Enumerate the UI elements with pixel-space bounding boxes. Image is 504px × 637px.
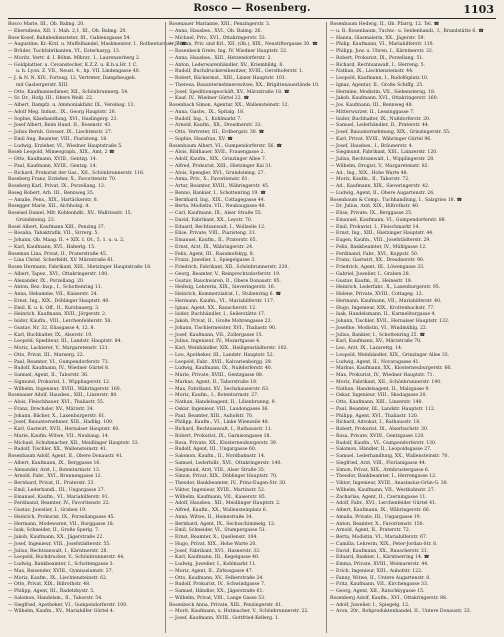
directory-entry: — Aron, 20r., Rohproduktenhandel, II., Untere Donaustr. 33. [330,609,472,615]
directory-entry: — Ludwig, Juwelier, I., Kohlmarkt 11. [169,562,257,567]
directory-entry: Roseberg Karl, Privat, IX., Porzellang. 12. [8,184,106,189]
directory-entry: — Marie, Kaufm.-Witwe, VII., Neubaug. 14. [8,433,110,439]
directory-entry: — Anton, Bez.-Insp., I., Schottenring 11. [8,285,103,291]
directory-entry: — Ebersdiens, XII. 1. Mah. 2,1, III., Ob. Balmg. 20. [8,28,127,34]
directory-entry: — Ludwig, Kaufmann, IX., Nußdorferstr. 40. [169,366,273,372]
directory-entry: — Hanna, Glasmalerin, XX., Jägerstr. 59. [330,35,425,41]
directory-entry: — Paul, Beamter, XIII., Auhofstr. 70. [169,413,254,419]
directory-entry: — Moriz, Fabrikant, XII., Schönbrunnerstr. 190. [330,379,442,385]
directory-entry: — Isak, Schneider, II., Große Sperlg. 7. [8,528,100,534]
directory-entry: — Sigmund, Prokurist, I., Wipplingerstr. 12. [8,379,111,385]
directory-entry: — Markus, Agent, II., Taborstraße 18. [169,379,258,385]
directory-entry: — Leopold, Fabr., XVII., Kalvarienbergg. 29. [169,359,273,365]
directory-entry: — Philip, Kaufmann, VI., Mariahilferstr. 119. [330,42,435,48]
directory-entry: — Karl, Kaufmann, XVI., Haberlg. 15. [8,244,96,250]
directory-entry: — Ferdinand, Fabr., XVI., Koppstr. 50. [330,251,419,257]
directory-entry: — Artur, Beamter, XVIII., Währingerstr. 45. [169,184,270,189]
directory-entry: Rosenauer Marianne, XIII., Penzingerstr. 3. [169,22,271,27]
directory-entry: — Ferdinand, Beamter, IV., Favoritenstr. 22. [8,501,111,507]
directory-entry: — Ludwig, Erzieher, VI., Wiedner Hauptstraße 5. [8,143,123,149]
directory-entry: — Emil, Lederhandl., III., Ungargasse 27. [8,487,106,493]
directory-entry: — Julius, Ingenieur, IV., Mozartgasse 4. [169,339,261,345]
directory-entry: — Isak, Handelsmann, II., Karmelitergasse 4. [330,312,436,318]
directory-entry: — Wilhelm, Kaufmann, VII., Kaiserstr. 85. [169,494,267,500]
directory-entry: — Kauf. IV., Wiedner Gürtel 22. ☎ [169,96,250,102]
directory-entry: — Albert, Kaufmann, IX., Währingerstr. 66. [330,508,431,513]
directory-entry: — Philipp, Juw. u. Uhren, I., Kärntnerstr. 32. [330,49,434,54]
directory-entry: — Karl, Kaufmann, XV., Märzstraße 70. [330,339,422,345]
directory-entry: — Albert, Kaufmann, IX., Berggasse 16. [8,460,101,466]
column-3 [330,22,496,633]
directory-entry: — Leopold, Spediteur, III., Landstr. Hauptstr. 84. [8,339,122,345]
directory-entry: — Josef, Fabrikant, XVI., Hasnerstr. 33. [169,548,261,554]
directory-entry: — Morit, Kaufmann, u. Hutmacher, V., Schönbrunnerstr. 22. [169,609,309,615]
directory-entry: — Sophie, Hausfrau, XV. ☎ [169,136,233,142]
directory-entry: — Siegfried, Apotheker, VI., Gumpendorferstr. 100. [8,602,128,608]
directory-entry: — Siegfried, Arzt, VIII., Florianigasse 44. [330,460,427,466]
directory-entry: — Adolf, Kaufm., XIX., Grinzinger Allee 7. [169,157,267,162]
directory-entry: — Sr. Dr., Hofg. III., Obere Weiß. 22. [8,96,94,102]
directory-entry: — David, Fabrikant, XX., Leystr. 70. [169,217,253,223]
directory-entry: — Leo, Apotheker, III., Landstr. Hauptstr. 52. [169,352,275,358]
directory-entry: — Otto, Kaufmann, XV., Felberstraße 24. [169,575,264,581]
directory-entry: — Alois, Fleischhauer, XVI., Thaliastr. 55. [8,400,105,405]
directory-entry: — Ad., Kaufmann, XIX., Sieveringerstr. 42. [330,184,430,189]
directory-entry: — Emil, K. u. k. Off., II., Kurzbauerg. 3. [8,305,100,311]
directory-entry: — Josef Albert, Beim Hand. II., Rosenstr. 43. [8,123,112,129]
directory-entry: — Richard, Prokurist der Gas., XII., Schönbrunnerstr. 116. [8,170,145,176]
directory-entry: — Otto, Kaufmann, XVIII., Gentzg. 14. [8,157,98,162]
directory-entry: — Alois, Bildhauer, XVII., Frauengasse 2. [169,150,265,156]
directory-entry: — Moriz, Lackierer, V., Margaretenstr. 121. [8,346,110,351]
directory-entry: — Johann, Tischlermeister, XVI., Thaliastr. 90. [169,325,277,331]
directory-entry: — Otto, Privat, XIX., Billrothstr. 48. [8,582,91,588]
directory-entry: — Philipp, Agent, III., Radetzkystr. 5. [8,589,95,594]
directory-entry: — Jakob, Privat, II., Große Mohrengasse 23. [169,319,272,324]
directory-entry: — Anna, Hebamme, VII., Kaiserstr. 24. [8,292,99,297]
directory-entry: — Leopold, Buchdrucker, V., Schönbrunnerstr. 44. [8,555,125,561]
directory-entry: — Moriz, Agent, II., Zirkusgasse 47. [169,568,254,574]
directory-entry: — Samuel, Lederhandlung, XX., Wallensteinstr. 70. [330,454,449,459]
directory-entry: — Georg, Agent, XII., Ratschkygasse 15. [330,589,425,594]
directory-entry: — Philipp, Agent, XVI., Thaliastr. 120. [330,413,419,419]
directory-entry: — Ignaz, Agentur, II., Große Schiffg. 25. [330,82,424,88]
directory-entry: — Markus, Kaufmann, XX., Klosterneuburgerstr. 60. [330,366,452,372]
directory-entry: — Marie, Private, XVIII., Gentzgasse 88. [169,373,264,378]
directory-entry: — Leopold, Weinhändler, XIX., Grinzinger Allee 33. [330,352,450,358]
directory-entry: — Hedwig, Lehrerin, XIX., Sieveringerstr. 16. [169,285,276,291]
directory-entry: — Amalie, Pens., XIX., Hartäckerstr. 8. [8,197,99,203]
directory-entry: — Erich, Ingenieur, XIII., Auhofstr. 122. [330,568,423,574]
page-header [8,3,496,17]
directory-entry: — Hermann, Kaufmann, VII., Mariahilferstr. 40. [330,298,442,304]
directory-entry: — Carl, Kaufmann, IX., Alser Straße 55. [169,211,263,216]
directory-entry: — Rudolf, Prokurist, IV., Schwindgasse 7. [169,582,266,588]
directory-entry: — Josef, Speditionsgeschäft, XV., Märzstraße 18. ☎ [169,89,290,95]
directory-entry: — Isidor, Kaufm., VIII., Lerchenfelderstr. 58. [8,319,112,324]
column-1 [8,22,187,633]
directory-entry: — Emil, Prokurist, I., Fleischmarkt 14. [330,224,420,230]
running-title: Rosco — Rosenberg. [193,3,311,14]
directory-entry: — Ludwig, Agent, II., Novaragasse 41. [330,359,420,365]
directory-entry: — Alexander, IX., Porzellang. 20. [8,278,85,284]
directory-entry: — Augustine, Kr.-Krzl. u. Muffelhandel, Maskmeister, I., Rothenturmstr. 7 ☎ [8,42,187,48]
directory-entry: — Leo, Arzt, IX., Lazarettg. 14. [330,346,403,351]
directory-entry: — Zacharias, Agent, II., Czerningasse 11. [330,494,427,500]
directory-entry: — Wilhelm, Kaufmann, VII., Westbahnstr. 27. [330,487,436,493]
directory-entry: — Franz, Gastwirt, XX., Dresdnerstr. 90. [330,258,425,264]
directory-entry: — Julius, Bankier, I., Schottenring 25. ☎ [330,332,426,338]
directory-entry: — Albert, Tapez., XVI., Ottakringerstr. 100. [8,271,109,277]
directory-entry: — Anna, Hausbes., XIII., Hetzendorferstr. 2. [169,55,272,61]
directory-entry: — Max, Prokurist, IV., Wiedner Hauptstr. 71. [330,373,435,378]
directory-entry: — Johann, Priv. und Krl., XII. (Ob.), XIX., Neustiftergasse 30. ☎ [169,42,318,48]
directory-entry: — Ernst, Arzt, IX., Währingerstr. 24. [169,244,254,250]
directory-entry: — Emil, Schneider, VI., Stumpergasse 51. [169,528,267,534]
directory-entry: — Adolf, Juwelier, I., Spiegelg. 12. [330,602,410,608]
directory-entry: — Berta, Modistin, VII., Neubaugasse 40. [169,204,266,210]
directory-entry: — Friedrich, Fabrikant, XII., Schönbrunnerstr. 220. [169,265,289,270]
directory-entry: — Theodor, Bankbeamter, I., Herrengasse 12. [330,474,437,480]
directory-entry: — Moritz, Vertr. d. I. Böhm. Mlbrzr., I., Laurenzerberg 2. [8,55,141,61]
directory-entry: — Fritz, Kaufmann, VII., Kirchengasse 33. [330,582,429,588]
directory-entry: — David, Kaufmann, XX., Rauscherstr. 21. [330,548,429,554]
directory-entry: — Brüder, Tuchfabrikanten, VI., Esterhazyg. 13. [8,49,121,54]
directory-entry: — Rosa, Private, XVIII., Gentzgasse 120. [330,433,425,439]
directory-entry: mit Gasbergerstr. XIII. [16,82,69,88]
directory-entry: — Max, Fabrikant, XV., Sechshauserstr. 63. [169,386,270,392]
directory-entry: — Eduard, Rechtsanwalt, I., Wollzeile 12. [169,224,266,230]
directory-entry: — Michael, Priv., XVI., Ottakringerstr. 53. [169,35,267,41]
directory-entry: Rosenauer Adolf, Hausbes., XIII., Linzerstr. 80. [8,393,118,399]
directory-entry: — Richard, Rechtsanwalt, I., Herreng. 5. [330,62,426,68]
directory-entry: — Hugo, Ingenieur, XIX., Krottenbachstr. 77. [330,305,435,311]
directory-entry: — Max, Reisender, XVIII., Gymnasiumstr. 37. [8,568,113,574]
directory-entry: — Robert, Prokurist, IX., Garnisongasse 18. [169,433,271,439]
directory-entry: — Alfred, Kaufm., XX., Wallensteinplatz 6. [169,508,268,513]
directory-entry: — Rosenbeck Grete, Ing. IV. Wiedner Hauptstr. 32. [169,49,288,54]
directory-entry: — Simon, Privat, XIX., Döblinger Hauptstr. 70. [169,474,278,480]
directory-entry: — Adolf, Fabr., XVI., Lerchenfelder Gürtel 41. [330,501,437,507]
directory-entry: — Josef, Bauunternehmung, XIX., Grinzingerstr. 55. [330,130,451,135]
directory-entry: — Julius Bernh. Grosser, IX., Liechtenstr. 27. [8,130,113,135]
directory-entry: — Berta, Modistin, VI., Mariahilferstr. 67. [330,535,428,540]
directory-entry: — Siegmund, Fabrikant, XIII., Lainzerstr. 120. [330,150,438,156]
directory-entry: — Benno, Bankier, I., Schottenring 19. ☎ [169,190,266,196]
directory-entry: Rosenbach Simon, Agentur, XX., Wallensteinstr. 12. [169,103,289,108]
directory-entry: — Mitterwurzer, II., Lessinggasse 7. [330,109,415,115]
directory-entry: — Samuel, Lederhdlr., XVI., Ottakringerstr. 140. [169,460,282,466]
directory-entry: — Rosalia, Tabaktrafik, VII., Sirrerg. 5. [8,231,99,237]
directory-entry: — Ad., Ing., XIX., Hohe Warte 48. [330,170,409,176]
directory-entry: — Rudolf, Ing., I., Kohlmarkt 7. [169,116,242,122]
directory-entry: Roseman Lina, Privat, II., Praterstraße 45. [8,251,108,257]
directory-entry: — Robert, Prokurist, IX., Alserbachstr. 30. [330,427,429,432]
directory-entry: — Heinrich, Lederfabr., X., Laxenburgerstr. 95. [330,285,441,291]
directory-entry: — Otto, Kaufmannsdiener, XII., Schönbrunnerg. 54. [8,89,129,95]
directory-entry: — Paul, Beamter, III., Landstr. Hauptstr. 112. [330,406,436,412]
directory-entry: — J. & N. N. XIV., Fortesg. 12, Vertreter, Dampfzeugeb. [8,76,137,81]
directory-entry: — Samuel, Agent, II., Taborstr. 36. [8,373,89,378]
directory-entry: — u. R. Rosenbaum, Tuchw.- u. Seidenhandl., I., Brandstätte 6. ☎ [330,28,484,34]
directory-entry: — Albert, Dampfz. u. Ammoniakfabr. IX., Vereinsg. 13. [8,103,135,108]
directory-entry: — Anton, Lederwarenhändler, XV., Kriemhildg. 8. [169,62,284,68]
directory-entry: — Robert, Bäckermst., XIII., Linzer Hauptstr. 101. [169,76,287,81]
directory-entry: — Jakob, Kaufmann, XX., Jägerstraße 22. [8,535,104,540]
directory-entry: Rosenbaum Albert, VI., Gumpendorferstr. 56. ☎ [169,143,283,149]
directory-entry: — Alois, Spengler, XVI., Grundsteing. 27. [169,170,265,176]
directory-entry: — Viktor, Ingenieur, XVIII., Martinstr. 52. [169,487,266,493]
directory-entry: Roseisel Daniel, Mfr. Kohlenhdlr., XV., Wallrissstr. 15. [8,211,133,216]
directory-entry: — Paul, Kaufmann, XVIII., Gentzg. 14. [8,163,97,169]
directory-entry: — Simon, Privat, XIX., Armbrustergasse 6. [330,467,430,473]
directory-entry: Rosenbeck Anna, Private, XIII., Penzingerstr. 61. [169,602,283,608]
directory-entry: — Samuel, Lederhändler, II., Praterstr. 44. [330,123,430,129]
directory-entry: — Josef, Hausbes., I., Bräunerstr. 4. [330,143,414,149]
directory-entry: — Gabriel, Juwelier, I., Graben 28. [330,271,411,277]
directory-entry: — Elise, Private, VIII., Piaristeng. 31. [169,231,257,237]
directory-entry: — Hugo, Privat, XIX., Hohe Warte 20. [169,541,257,547]
directory-entry: — Wilhelm, Kaufm., XV., Mariahilfer Gürtel 4. [8,609,115,615]
directory-entry: — Moriz, Kaufm., I., Rotenturmstr. 27. [169,393,259,399]
directory-entry: Rosenbaum Adolf, Agent, II., Obere Donaustr. 41. [8,454,124,459]
directory-entry: — Salomon, Handelsm., II., Taborstr. 54. [8,595,103,601]
directory-entry: — Arnold, Agent, II., Praterstr. 72. [330,528,411,534]
directory-entry: — Josef, Bauunternehmer, XIII., Hadikg. 100. [8,420,114,426]
directory-entry: — Emanuel, Kaufmann, VI., Gumpendorferstr. 88. [330,217,447,223]
directory-entry: — Lina Christ. Scherfeldt, XV. Märzstraße 61. [8,258,115,264]
directory-entry: — Isidor, Buchhalter, IX., Nußdorferstr. 20. [330,116,431,122]
directory-entry: — Bernhard, Privat, II., Praterstr. 33. [8,481,95,486]
directory-entry: Roseb Leopold, Mimeograph., XIX., Amt, 2 ☎ [8,150,115,156]
directory-entry: — Leopold, Kaufmann, I., Rudolfsplatz 10. [330,76,429,81]
directory-entry: — Helene, Private, XVIII., Cottageg. 12. [330,292,424,297]
directory-entry: — Elise, Private, IX., Berggasse 25. [330,211,413,216]
directory-entry: — Franz, Juwelier, I., Spiegelgasse 3. [169,258,256,264]
directory-entry: — Gustav, Rauchwaren, II., Obere Donaustr. 95. [169,278,281,284]
directory-entry: Rosenbaum Hedwig, II., Ob. Pfarrg. 12. Tel. ☎ [330,22,440,27]
directory-entry: — Theodor, Bankbeamter, IV., Prinz-Eugen-Str. 30. [169,481,287,486]
directory-entry: — Wilhelm, Privat, VIII., Lange Gasse 53. [169,595,266,601]
directory-entry: — Ernst, Beamter, X., Quellenstr. 104. [169,535,258,540]
directory-entry: — Franz, Drechsler, XV., Märzstr. 34. [8,406,95,412]
directory-entry: — Ignaz, Agent, XX., Rauscherstr. 12. [169,305,257,311]
directory-entry: — Hermann, Kaufm., VI., Mariahilferstr. 117. [169,298,275,304]
directory-entry: Rosel Albert, Kaufmann XIII., Penzing 37. [8,224,106,230]
directory-entry: — Karl, Privat, XVIII., Währinger Gürtel 96. [330,136,432,142]
directory-entry: — Salomon, Händler, II., Leopoldsgasse 27. [330,447,432,453]
directory-entry: — Sophie, Käsehandlung, XVI., Haslingerg. 23. [8,116,118,122]
directory-entry: — Richard, Rechtsanwalt, I., Rathausstr. 11. [169,427,273,432]
header-rule [8,18,496,19]
directory-entry: — Camilla, Lehrerin, XIX., Peter-Jordan-Str. 8. [330,541,438,547]
directory-entry: — Rudolf, Tischler, XX., Wallensteinstr. 41. [8,447,108,453]
directory-entry: — Karl, Buchhalter, IX., Alserstr. 19. [8,332,93,338]
directory-entry: Rosegger Marie, XII., Aichholzg. 4. [8,204,90,210]
directory-entry: Rosco Marie, III., Ob. Balmg. 20. [8,22,85,27]
directory-entry: — Adolf, Hausbes., XII., Meidlinger Hauptstr. 2. [169,501,281,507]
directory-entry: — Heinrich, Prokurist, IX., Porzellangasse 45. [8,514,115,520]
directory-entry: — Rudolf, Kaufm., VI., Gumpendorferstr. 130. [330,440,437,446]
directory-entry: — Nathan, IX., Liechtensteinstr. 44. [330,69,414,75]
directory-entry: — Bernhard, Ing., XIX., Cottagegasse 44. [169,197,266,203]
directory-entry: — Oskar, Ingenieur, VIII., Laudongasse 36. [169,406,269,412]
directory-entry: — Nathan, Handelsagent, II., Lilienbrunng. 9. [169,400,276,405]
directory-entry: — Heinrich, Kommerzialrat, I., Stubenring 6. ☎ [169,292,282,297]
directory-entry: — Oskar, Ingenieur, VIII., Skodagasse 20. [330,393,427,399]
directory-entry: Roseg Robert, Arb. III., Rennweg 35. [8,190,95,196]
directory-entry: — Nathan, Handelsagent, II., Malzgasse 9. [330,386,430,392]
directory-entry: — Fanny, Witwe, II., Untere Augartenstr. 8. [330,575,431,581]
directory-entry: — Karl, Gastwirt, XVII., Hernalser Hauptstr. 60. [8,427,120,432]
column-divider [165,22,166,633]
directory-entry: — Friedrich, Agent, III., Löwengasse 33. [330,265,425,270]
directory-entry: — Arnold, Fabr., XVI., Brunnengasse 12. [8,474,103,480]
directory-entry: Rosenbaum & Comp., Tuchhandlung, I., Salzgries 18. ☎ [330,197,463,203]
directory-entry: — Otto, Kaufmann, XIII., Linzerstr. 140. [330,400,423,405]
directory-entry: — Eugen, Kaufm., VIII., Josefstädterstr. 29. [330,238,431,243]
directory-entry: — Johann, Bäcker, X., Laxenburgerstr. 61. [8,413,106,419]
directory-entry: — Gustav, Nr. 32, Eliasgasse 4, 12. 8. [8,325,95,331]
column-divider [326,22,327,633]
directory-entry: — Moriz, Kaufm., IX., Liechtensteinstr. 62. [8,575,108,581]
directory-entry: u. h. Lyon. Z. VII., Neust. 4., hp. VII. Lindengasse 40. [16,69,141,75]
directory-entry: — Eduard, Bankier, I., Kärntnerring 14. ☎ [330,555,430,561]
directory-entry: — Julius, Rechtsanwalt, I., Wipplingerstr. 28. [330,157,435,162]
directory-entry: — Wilhelm, Ingenieur, XVIII., Währingerstr. 160. [8,386,122,392]
directory-entry: — Anna, Priv., X., Favoritenstr. 61. [169,177,250,183]
directory-entry: — Anna, Gastw., IX., Spitalg. 18. [169,109,245,115]
directory-entry: — Arnold, Kaufm., XX., Dresdnerstr. 33. [169,123,262,129]
directory-entry: — Wilhelm, Drogist, V., Margaretenstr. 82. [330,163,430,169]
directory-entry: — Adolf Meg. Indust., IX., Georg Hauptstr. 26. [8,109,117,115]
directory-entry: — Ernst, Ing., XIX., Döblinger Hauptstr. 40. [8,298,110,304]
column-2 [169,22,322,633]
directory-entry: — Viktor, Ingenieur, XVIII., Anastasius-Grün-G. 30. [330,481,449,486]
directory-entry: — Moriz, Kaufm., II., Taborstr. 72. [330,177,410,183]
directory-entry: — Josef, Kaufmann, XVIII., Gottfried-Kellerg. 1. [169,616,280,621]
directory-entry: — Josef, Kaufmann, VII., Zollergasse 15. [169,332,263,338]
directory-entry: — Rosa, Private, XX., Klosterneuburgerstr. 39. [169,440,278,446]
directory-entry: — Ludwig, Agent, II., Obere Augartenstr. 26. [330,190,435,196]
directory-entry: — Michael, Schuhmacher, XII., Meidlinger Hauptstr. 33. [8,440,140,446]
directory-entry: — Otto, Vertreter, III., Erdbergstr. 30. ☎ [169,130,265,135]
directory-entry: — Emanuel, Kaufm., VI., Mariahilferstr. 91. [8,494,110,500]
directory-entry: — Georg, Beamter, V., Reinprechtsdorferstr. 19. [169,271,281,277]
directory-entry: — Josefine, Modistin, VI., Windmühlg. 22. [330,325,428,331]
directory-entry: — Jos. Kaufmann, III., Rennweg 48. [330,103,413,108]
directory-entry: — Anton, Beamter, X., Favoritenstr. 150. [330,521,425,527]
directory-entry: — Samuel, Händler, XX., Jägerstraße 61. [169,589,264,594]
directory-entry: — Rudolf, Agent, III., Ungargasse 60. [169,447,257,453]
directory-entry: — Otto, Privat, III., Marxerg. 22. [8,352,85,358]
directory-entry: — Emma, Private, XVIII., Weimarerstr. 44. [330,562,429,567]
directory-entry: — Gustav, Juwelier, I., Graben 19. [8,508,87,513]
directory-entry: — Philipp, Kaufm., VI., Linke Wienzeile 48. [169,420,270,426]
directory-entry: — Richard, Advokat, I., Rathausstr. 18. [330,420,421,426]
directory-entry: — Jakob, Kaufmann, XVI., Ottakringerstr. 160. [330,96,439,102]
directory-entry: — Alfred, Prokurist, XIII., Hietzinger Kai 31. [169,163,273,169]
directory-entry: — Hermine, Modistin, VII., Siebensterng. 18. [330,89,436,95]
directory-entry: — Felix, Bankbeamter, IV., Mühlgasse 12. [330,244,427,250]
directory-entry: — Gustav, Kaufm., II., Heinestr. 19. [330,278,413,284]
directory-entry: — Dr. Julius, Arzt, XIX., Billrothstr. 40. [330,204,420,210]
directory-entry: — Anna, Witwe, II., Heinestraße 34. [169,514,254,520]
directory-columns [8,22,496,633]
page-number: 1103 [463,3,494,16]
directory-entry: — Anna, Hausbes., XVI., Ob. Balmg. 26. [169,28,262,34]
directory-entry: — Robert, Prokurist, IX., Porzellang. 51. [330,55,424,61]
directory-entry: — Alexander, Arzt, I., Rotenturmstr. 13. [8,467,101,473]
directory-entry: — Ludwig, Bankbeamter, I., Schottengasse 3. [8,562,115,567]
directory-entry: Rose Kosef, Bahnbediensteter, III., Gablenzgasse 54. [8,35,131,41]
directory-entry: — Paul, Beamter, VI., Gumpendorferstr. 73. [8,359,110,365]
directory-entry: — Josef, Ingenieur, VIII., Josefstädterstr. 55. [8,541,111,547]
directory-entry: — Heinrich, Kaufmann, XVII., Jörgerstr. 2. [8,312,107,318]
directory-entry: — Rudolf, Kaufmann, IV., Wiedner Gürtel 8. [8,366,110,372]
directory-entry: — Karl, Weinhändler, XIX., Heiligenstädterstr. 102. [169,346,288,351]
directory-entry: — Julius, Rechtsanwalt, I., Kärntnerstr. 28. [8,548,108,554]
directory-entry: — Salomon, Kaufm., II., Nordbahnstr. 14. [169,454,266,459]
directory-entry: Rosen Hermann, Fabrikant, XIII., Hietzinger Hauptstraße 18. [8,265,152,270]
directory-entry: — Isidor, Buchhändler, I., Seilerstätte 17. [169,312,266,318]
directory-entry: — Amalia, Private, III., Ungargasse 19. [330,514,422,520]
directory-entry: — Hermann, Modewaren, VII., Burggasse 18. [8,521,115,527]
directory-entry: — Ernst, Ing., XIII., Hietzinger Hauptstr. 44. [330,231,434,237]
directory-entry: Grundsteing. 23. [16,217,56,223]
directory-entry: Roseberg Franz, Erzieher, X., Favoritenstr. 70. [8,177,117,183]
directory-entry: — Siegmund, Arzt, VIII., Alser Straße 35. [169,467,266,473]
directory-entry: — Johann, Tischler, XVII., Hernalser Hauptstr. 132. [330,319,450,324]
directory-entry: — Rudolf, Buchdruckereibesitzer, XVIII., Gersthoferstr. 1. [169,69,304,75]
directory-entry: — Bernhard, Agent, IX., Sechsschimmelg. 12. [169,521,276,527]
directory-entry: — Goldplattier. u. Cevanstecher, K.Z.Z. u. K.h.u.Hr. f. C. [8,62,138,68]
directory-entry: — Emanuel, Kaufm., II., Praterstr. 65. [169,238,258,243]
directory-entry: — Theresa, Bauunternehmerswitwe, XX., Brigittenauerlände 10. [169,82,320,88]
directory-entry: Rosenberg Adolf, Kaufm., XVI., Ottakringerstr. 88. [330,595,448,601]
directory-entry: — Felix, Agent, III., Rasumofskyg. 8. [169,251,255,257]
directory-entry: — Johann, Ob. Maag. II. + XIX. I. Ot., 5. 1. u. u. 2. [8,238,125,243]
directory-entry: — Emil Ang. Beamter, VIII., Piaristeng. 18. [8,136,108,142]
directory-entry: — Karl, Kaufmann, III., Kegelgasse 40. [169,555,260,561]
